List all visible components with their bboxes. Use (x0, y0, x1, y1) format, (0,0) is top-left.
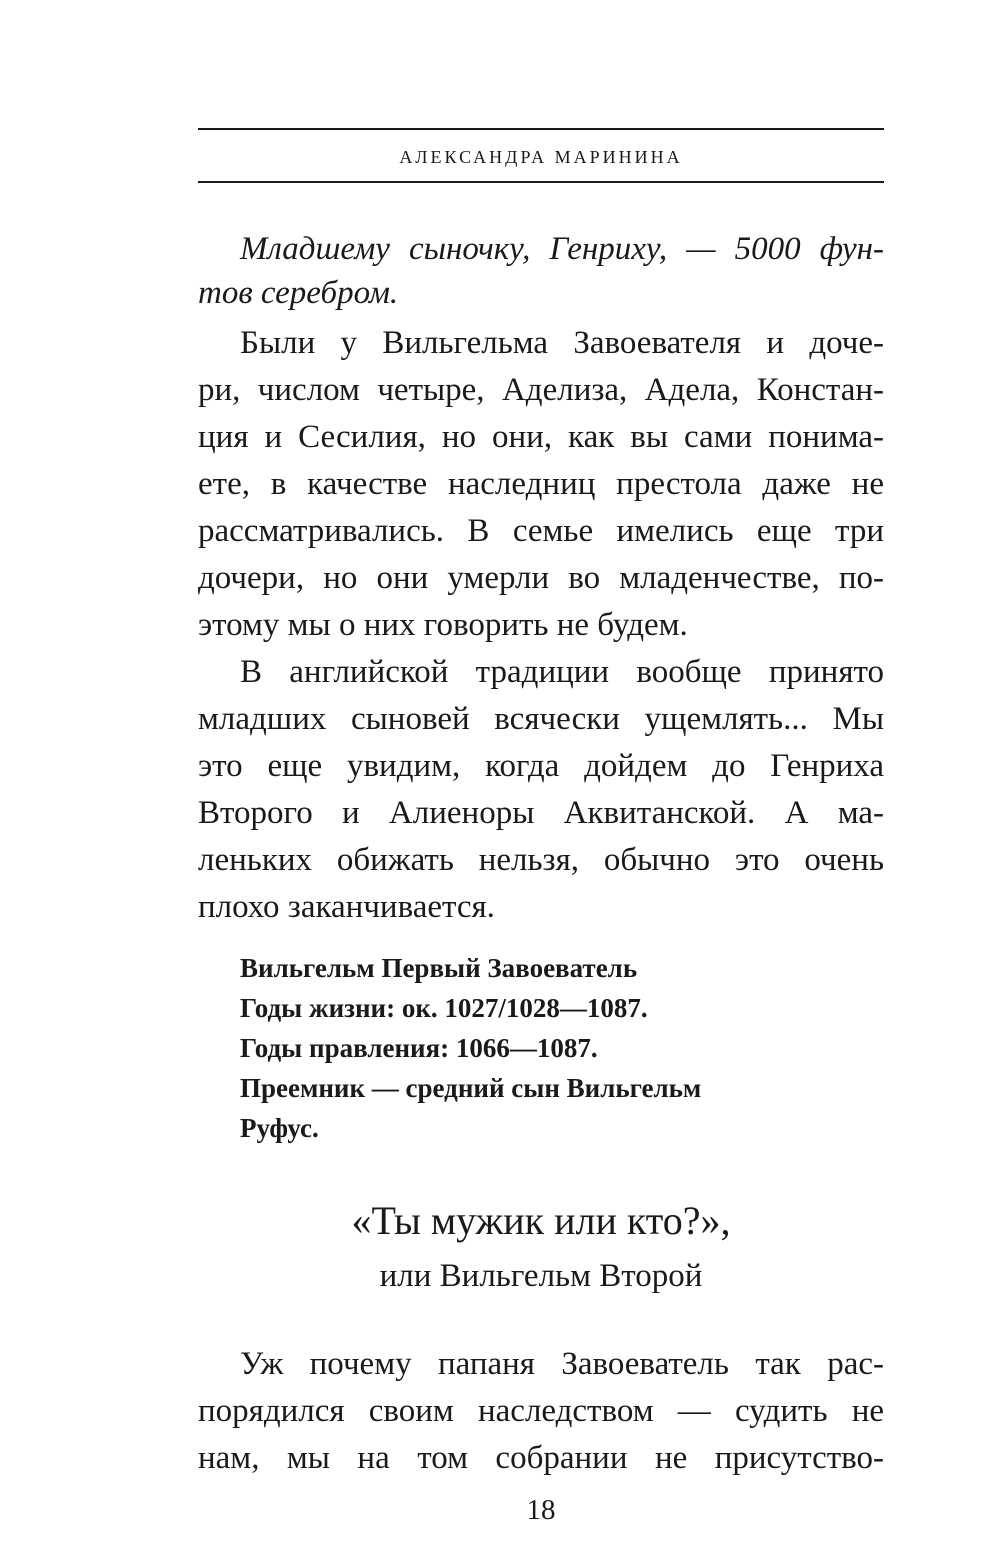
text-line: тов серебром. (198, 275, 399, 311)
text-line: леньких обижать нельзя, обычно это очень (198, 842, 884, 878)
ruler-info-line: Годы правления: 1066—1087. (240, 1033, 598, 1063)
ruler-info-line: Вильгельм Первый Завоеватель (240, 953, 638, 983)
text-line: это еще увидим, когда дойдем до Генриха (198, 748, 884, 784)
running-head-author: АЛЕКСАНДРА МАРИНИНА (399, 147, 683, 167)
text-line: нам, мы на том собрании не присутство- (198, 1440, 884, 1476)
header-top-rule (198, 128, 884, 130)
text-line: Были у Вильгельма Завоевателя и доче- (240, 325, 884, 361)
text-line: дочери, но они умерли во младенчестве, по- (198, 560, 884, 596)
text-line: ете, в качестве наследниц престола даже не (198, 466, 884, 502)
text-line: В английской традиции вообще принято (240, 654, 884, 690)
text-line: младших сыновей всячески ущемлять... Мы (198, 701, 884, 737)
text-line: рассматривались. В семье имелись еще три (198, 513, 884, 549)
text-line: порядился своим наследством — судить не (198, 1393, 884, 1429)
text-line: Уж почему папаня Завоеватель так рас- (240, 1346, 884, 1382)
ruler-info-line: Руфус. (240, 1113, 319, 1143)
text-line: ри, числом четыре, Аделиза, Адела, Констан- (198, 372, 884, 408)
chapter-title: «Ты мужик или кто?», (351, 1198, 731, 1243)
text-line: ция и Сесилия, но они, как вы сами понима- (198, 419, 884, 455)
text-line: плохо заканчивается. (198, 889, 495, 925)
ruler-info-line: Годы жизни: ок. 1027/1028—1087. (240, 993, 648, 1023)
book-page (198, 0, 884, 1562)
text-line: Второго и Алиеноры Аквитанской. А ма- (198, 795, 884, 831)
header-bottom-rule (198, 181, 884, 183)
page-number: 18 (526, 1494, 556, 1526)
chapter-subtitle: или Вильгельм Второй (379, 1258, 703, 1294)
text-line: этому мы о них говорить не будем. (198, 607, 688, 643)
ruler-info-line: Преемник — средний сын Вильгельм (240, 1073, 702, 1103)
text-line: Младшему сыночку, Генриху, — 5000 фун- (240, 231, 884, 267)
